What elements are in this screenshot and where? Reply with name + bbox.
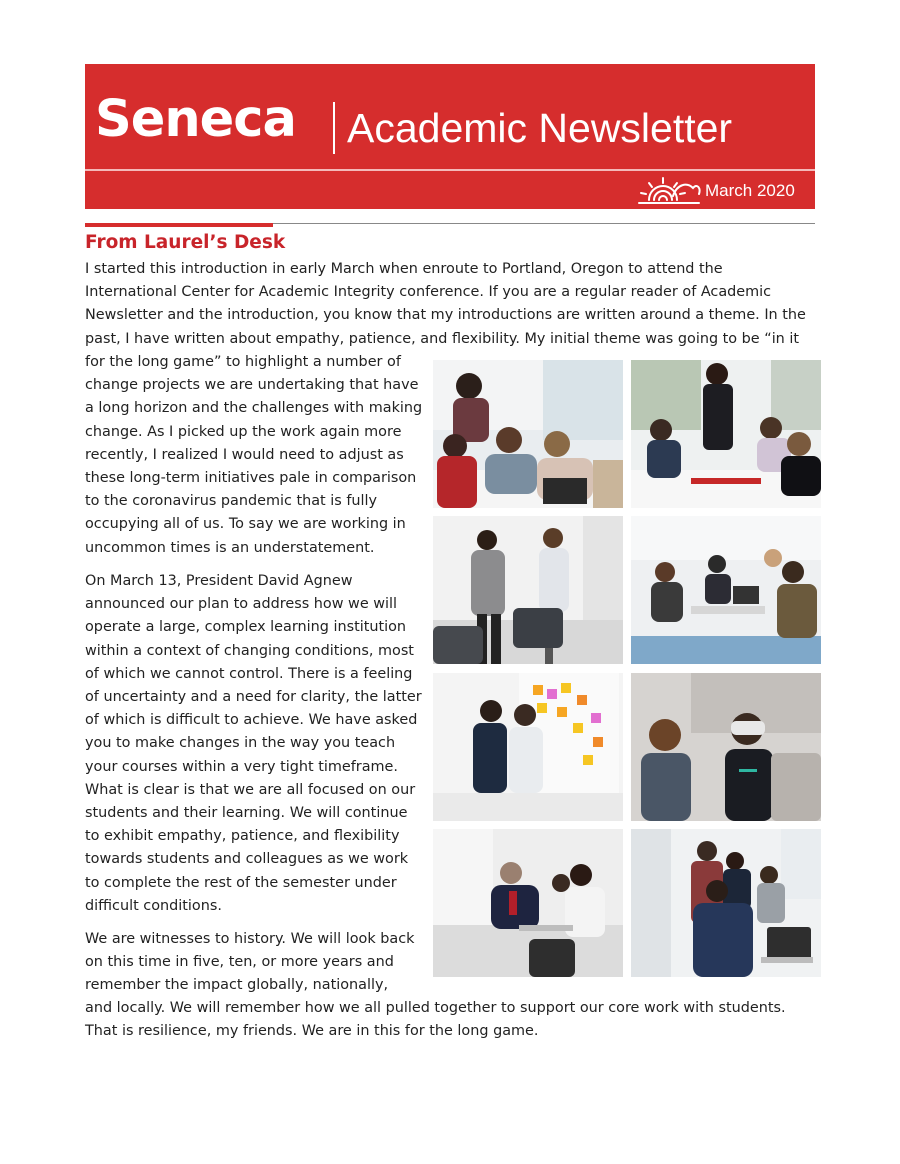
workshop-presenter-photo	[631, 360, 821, 508]
article-paragraph-2: for the long game” to highlight a number of change projects we are undertaking that have a long horizon and the challenges with making change. As I picked up the work again more recently, I realized I would need to adjust as these long-term initiatives pale in comparison to the coronavirus pandemic that is fully occupying all of us. To say we are working in uncommon times is an understatement.	[85, 354, 423, 556]
article-paragraph-4: We are witnesses to history. We will look back on this time in five, ten, or more years and remember the impact globally, nationally,	[85, 931, 415, 994]
team-at-laptop-photo	[631, 829, 821, 977]
classroom-discussion-photo	[631, 516, 821, 664]
article-paragraph-1: I started this introduction in early March when enroute to Portland, Oregon to attend the International Center for Academic Integrity conference. If you are a regular reader of Academic Newsletter and the introduction, you know that my introductions are written around a theme. In the past, I have written about empathy, patience, and flexibility. My initial theme was going to be “in it	[85, 261, 806, 347]
section-rule-accent	[85, 223, 273, 227]
article-paragraph-5: and locally. We will remember how we all pulled together to support our core work with students. That is resilience, my friends. We are in this for the long game.	[85, 1000, 786, 1040]
article-paragraph-3: On March 13, President David Agnew announced our plan to address how we will operate a large, complex learning institution within a context of changing conditions, most of which we cannot control. There is a feeling of uncertainty and a need for clarity, the latter of which is difficult to achieve. We have asked you to make changes in the way you teach your courses within a very tight timeframe. What is clear is that we are all focused on our students and their learning. We will continue to exhibit empathy, patience, and flexibility towards students and colleagues as we work to complete the rest of the semester under difficult conditions.	[85, 573, 422, 914]
banner-divider	[85, 169, 815, 171]
group-at-table-photo	[433, 360, 623, 508]
banner-title-area	[85, 64, 815, 170]
colleagues-standing-photo	[433, 516, 623, 664]
newsletter-title: Academic Newsletter	[347, 105, 733, 151]
sticky-notes-wall-photo	[433, 673, 623, 821]
newsletter-banner	[85, 64, 815, 209]
issue-date: March 2020	[705, 181, 795, 200]
brand-divider	[333, 102, 335, 154]
sun-over-wave-icon	[637, 174, 701, 206]
laptop-meeting-photo	[433, 829, 623, 977]
vr-headset-photo	[631, 673, 821, 821]
article-heading: From Laurel’s Desk	[85, 232, 286, 253]
brand-logo-text: Seneca	[95, 90, 296, 149]
